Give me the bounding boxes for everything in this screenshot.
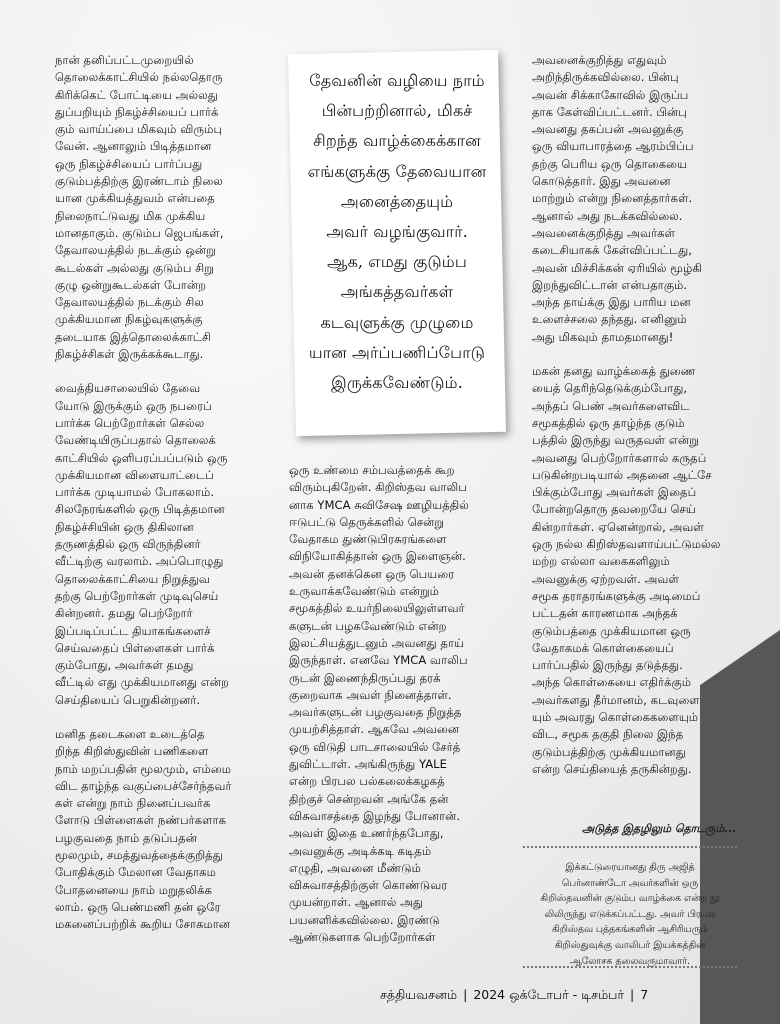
text-line: அந்த கொள்கையை எதிர்க்கும்: [532, 675, 692, 690]
text-line: அவனைக்குறித்து எதுவும்: [532, 53, 667, 67]
text-line: மாற்றும் என்று நினைத்தார்கள்.: [532, 191, 693, 206]
text-line: திற்குச் சென்றவன் அங்கே தன்: [289, 791, 449, 806]
paragraph: [55, 52, 270, 363]
text-line: கின்றார்கள். ஏனென்றால், அவள்: [532, 519, 704, 534]
footer-separator: |: [463, 987, 468, 1002]
text-line: போதனையை நாம் மறுதலிக்க: [55, 882, 213, 897]
text-line: யான அர்ப்பணிப்போடு: [308, 342, 486, 362]
text-line: பார்க்க பெற்றோர்கள் செல்ல: [55, 415, 205, 430]
text-line: அவன் மிச்சிக்கன் ஏரியில் மூழ்கி: [532, 260, 702, 275]
text-line: வீட்டில் எது முக்கியமானது என்ற: [55, 675, 229, 690]
text-line: விநியோகித்தான் ஒரு இளைஞன்.: [289, 549, 466, 564]
text-line: குடும்பத்திற்கு முக்கியமானது: [532, 744, 686, 759]
text-line: லாம். ஒரு பெண்மணி தன் ஒரே: [55, 899, 221, 914]
text-line: துவிட்டாள். அங்கிருந்து YALE: [289, 757, 447, 772]
text-line: அவனது தகப்பன் அவனுக்கு: [532, 122, 684, 137]
text-line: அவனுக்கு ஏற்றவள். அவள்: [532, 571, 679, 586]
text-line: அவன் சிக்காகோவில் இருப்ப: [532, 87, 689, 102]
text-line: பத்தில் இருந்து வருதவள் என்று: [532, 433, 699, 448]
text-line: இருக்கவேண்டும்.: [331, 373, 463, 393]
text-line: அவர்களது தீர்மானம், கடவுளை: [532, 692, 700, 707]
text-line: மற்ற எல்லா வகைகளிலும்: [532, 554, 670, 569]
text-line: தற்கு பெரிய ஒரு தொகையை: [532, 156, 688, 171]
text-line: தொலைக்காட்சியை நிறுத்துவ: [55, 571, 211, 586]
text-line: வேதாகமக் கொள்கையைப்: [532, 640, 674, 655]
footer-separator: |: [629, 987, 635, 1002]
text-line: பிக்கும்போது அவர்கள் இதைப்: [532, 485, 697, 500]
text-line: ளோடு பிள்ளைகள் நண்பர்களாக: [55, 813, 227, 828]
text-line: ருடன் இணைந்திருப்பது தரக்: [289, 670, 441, 685]
text-line: பார்க்க முடியாமல் போகலாம்.: [55, 485, 215, 500]
text-line: கிறிஸ்தவனின் குடும்ப வாழ்க்கை என்ற நூ: [540, 893, 720, 905]
text-line: களுடன் பழகவேண்டும் என்ற: [289, 618, 447, 633]
text-line: பார்ப்பதில் இருந்து தடுத்தது.: [532, 658, 683, 673]
text-line: அறிந்திருக்கவில்லை. பின்பு: [532, 70, 679, 85]
text-line: அவனைக்குறித்து அவர்கள்: [532, 225, 676, 240]
text-line: னாக YMCA சுவிசேஷ ஊழியத்தில்: [289, 497, 469, 512]
text-line: அவர் வழங்குவார்.: [326, 222, 468, 242]
text-line: ஒரு நல்ல கிறிஸ்தவளாய்பட்டுமல்ல: [532, 537, 721, 552]
text-line: உருவாக்கவேண்டும் என்றும்: [289, 584, 439, 599]
text-line: வேதாகம துண்டுபிரசுரங்களை: [289, 532, 447, 547]
text-line: கள் என்று நாம் நினைப்பவர்க: [55, 796, 211, 811]
continued-note: அடுத்த இதழிலும் தொடரும்...: [582, 822, 737, 835]
text-line: துப்பறியும் நிகழ்ச்சியைப் பார்க்: [55, 104, 219, 119]
text-line: பயனளிக்கவில்லை. இரண்டு: [289, 912, 440, 927]
text-line: யான முக்கியத்துவம் என்பதை: [55, 191, 215, 206]
text-line: கிறிஸ்தவ புத்தகங்களின் ஆசிரியரும்: [552, 924, 708, 936]
text-line: குறைவாக அவள் நினைத்தாள்.: [289, 687, 452, 702]
paragraph: [532, 363, 732, 778]
text-line: தேவாலயத்தில் நடக்கும் ஒன்று: [55, 243, 216, 258]
text-line: இலட்சியத்துடனும் அவனது தாய்: [289, 635, 464, 650]
text-line: இக்கட்டுரையானது திரு அஜித்: [565, 862, 695, 873]
issue-date: 2024 ஒக்டோபர் - டிசம்பர்: [473, 987, 624, 1002]
text-line: நாம் மறப்பதின் மூலமும், எம்மை: [55, 761, 232, 776]
text-line: நிலைநாட்டுவது மிக முக்கிய: [55, 208, 206, 223]
text-line: ஆனால் அது நடக்கவில்லை.: [532, 208, 683, 223]
text-line: அந்தப் பெண் அவர்களைவிட: [532, 398, 690, 413]
text-line: அனைத்தையும்: [340, 191, 454, 211]
text-line: செய்தியைப் பெறுகின்றனர்.: [55, 692, 201, 707]
text-line: கொடுத்தார். இது அவனை: [532, 174, 671, 189]
left-column: [55, 52, 270, 951]
text-line: சமூக தராதரங்களுக்கு அடிமைப்: [532, 588, 701, 603]
text-line: வேண்டியிருப்பதால் தொலைக்: [55, 433, 216, 448]
text-line: எங்களுக்கு தேவையான: [307, 161, 487, 181]
text-line: போன்றதொரு தவறையே செய்: [532, 502, 696, 517]
text-line: விசுவாசத்திற்குள் கொண்டுவர: [289, 878, 448, 893]
paragraph: [55, 726, 270, 934]
text-line: நிகழ்ச்சியின் ஒரு திகிலான: [55, 519, 194, 534]
author-note: [523, 860, 737, 969]
text-line: காட்சியில் ஒளிபரப்பப்படும் ஒரு: [55, 450, 228, 465]
text-line: பெர்னாண்டோ அவர்களின் ஒரு: [561, 877, 699, 889]
text-line: சிலநேரங்களில் ஒரு பிடித்தமான: [55, 502, 225, 517]
text-line: ஒரு வியாபாரத்தை ஆரம்பிப்ப: [532, 139, 694, 154]
text-line: சமூகத்தில் ஒரு தாழ்ந்த குடும்: [532, 415, 685, 430]
text-line: போதிக்கும் மேலான வேதாகம: [55, 865, 216, 880]
text-line: முயன்றாள். ஆனால் அது: [289, 895, 424, 910]
text-line: லிலிருந்து எடுக்கப்பட்டது. அவர் பிரபல: [544, 908, 716, 920]
text-line: உளைச்சலை தந்தது. எனினும்: [532, 312, 687, 327]
text-line: எழுதி, அவனை மீண்டும்: [289, 860, 421, 875]
text-line: தேவனின் வழியை நாம்: [309, 71, 485, 90]
text-line: கிரிக்கெட் போட்டியை அல்லது: [55, 87, 218, 102]
text-line: கடைசியாகக் கேள்விப்பட்டது,: [532, 243, 692, 258]
text-line: கும்போது, அவர்கள் தமது: [55, 658, 194, 673]
text-line: அந்த தாய்க்கு இது பாரிய மன: [532, 295, 691, 310]
text-line: முக்கியமான விளையாட்டைப்: [55, 467, 214, 482]
text-line: ஆலோசக தலைவருமாவார்.: [570, 955, 690, 967]
text-line: சமூகத்தில் உயர்நிலையிலுள்ளவர்: [289, 601, 465, 616]
text-line: தேவாலயத்தில் நடக்கும் சில: [55, 295, 204, 310]
text-line: நான் தனிப்பட்டமுறையில்: [55, 53, 194, 67]
text-line: தாக கேள்விப்பட்டனர். பின்பு: [532, 104, 687, 119]
text-line: அவர்களுடன் பழகுவதை நிறுத்த: [289, 705, 462, 720]
text-line: குடும்பத்தை முக்கியமான ஒரு: [532, 623, 691, 638]
text-line: விரும்புகிறேன். கிறிஸ்தவ வாலிப: [289, 480, 467, 495]
text-line: தற்கு பெற்றோர்கள் முடிவுசெய்: [55, 588, 219, 603]
text-line: முயற்சித்தாள். ஆகவே அவனை: [289, 722, 460, 737]
text-line: நிகழ்ச்சிகள் இருக்கக்கூடாது.: [55, 347, 204, 362]
text-line: யும் அவரது கொள்கைகளையும்: [532, 709, 699, 724]
text-line: ஒரு விடுதி பாடசாலையில் சேர்த்: [289, 739, 461, 754]
text-line: அவள் இதை உணர்ந்தபோது,: [289, 826, 444, 841]
text-line: விட தாழ்ந்த வகுப்பைச்சேர்ந்தவர்: [55, 778, 232, 793]
text-line: ஆண்டுகளாக பெற்றோர்கள்: [289, 930, 436, 945]
text-line: அவனது பெற்றோர்களால் கருதப்: [532, 450, 707, 465]
right-column: [532, 52, 732, 795]
text-line: இறந்துவிட்டான் என்பதாகும்.: [532, 277, 688, 292]
text-line: செய்வதைப் பிள்ளைகள் பார்க்: [55, 640, 215, 655]
text-line: கூடல்கள் அல்லது குடும்ப சிறு: [55, 260, 214, 275]
text-line: பழகுவதை நாம் தடுப்பதன்: [55, 830, 197, 845]
text-line: ஒரு உண்மை சம்பவத்தைக் கூற: [289, 463, 455, 477]
text-line: றிந்த கிறிஸ்துவின் பணிகளை: [55, 744, 209, 759]
text-line: கின்றனர். தமது பெற்றோர்: [55, 606, 193, 621]
paragraph: [289, 462, 504, 946]
text-line: வேன். ஆனாலும் பிடித்தமான: [55, 139, 212, 154]
middle-column: [289, 462, 504, 963]
text-line: விசுவாசத்தை இழந்து போனான்.: [289, 808, 461, 823]
text-line: அவனுக்கு அடிக்கடி கடிதம்: [289, 843, 432, 858]
text-line: முக்கியமான நிகழ்வுகளுக்கு: [55, 312, 203, 327]
paragraph: [55, 380, 270, 709]
text-line: ஈடுபட்டு தெருக்களில் சென்று: [289, 514, 445, 529]
text-line: கிறிஸ்துவுக்கு வாலிபர் இயக்கத்தின்: [554, 939, 706, 951]
text-line: என்ற பிரபல பல்கலைக்கழகத்: [289, 774, 445, 789]
text-line: தொலைக்காட்சியில் நல்லதொரு: [55, 70, 223, 85]
text-line: இப்படிப்பட்ட தியாகங்களைச்: [55, 623, 211, 638]
magazine-name: சத்தியவசனம்: [380, 987, 458, 1002]
text-line: மானதாகும். குடும்ப ஜெபங்கள்,: [55, 225, 224, 240]
text-line: மூலமும், சமத்துவத்தைக்குறித்து: [55, 848, 223, 863]
text-line: அது மிகவும் தாமதமானது!: [532, 329, 674, 344]
text-line: வைத்தியசாலையில் தேவை: [55, 381, 201, 396]
text-line: அவன் தனக்கென ஒரு பெயரை: [289, 566, 455, 581]
page-number: 7: [640, 987, 649, 1002]
text-line: படுகின்றபடியால் அதனை ஆட்சே: [532, 467, 712, 482]
text-line: என்ற செய்தியைத் தருகின்றது.: [532, 761, 692, 776]
page-footer: [380, 987, 648, 1004]
text-line: மகன் தனது வாழ்க்கைத் துணை: [532, 364, 696, 379]
text-line: கும் வாய்ப்பை மிகவும் விரும்பு: [55, 122, 223, 137]
text-line: ஒரு நிகழ்ச்சியைப் பார்ப்பது: [55, 156, 203, 171]
text-line: மனித தடைகளை உடைத்தெ: [55, 726, 205, 741]
text-line: விட, சமூக தகுதி நிலை இந்த: [532, 727, 684, 742]
text-line: குழு ஒன்றுகூடல்கள் போன்ற: [55, 277, 207, 292]
text-line: தடையாக இத்தொலைக்காட்சி: [55, 329, 212, 344]
text-line: குடும்பத்திற்கு இரண்டாம் நிலை: [55, 174, 223, 189]
text-line: பின்பற்றினால், மிகச்: [321, 101, 473, 121]
text-line: யோடு இருக்கும் ஒரு நபரைப்: [55, 398, 212, 413]
text-line: யைத் தெரிந்தெடுக்கும்போது,: [532, 381, 688, 396]
text-line: சிறந்த வாழ்க்கைக்கான: [313, 131, 481, 151]
text-line: அங்கத்தவர்கள்: [340, 282, 454, 302]
text-line: கடவுளுக்கு முழுமை: [320, 312, 474, 332]
text-line: மகனைப்பற்றிக் கூறிய சோகமான: [55, 917, 231, 932]
text-line: ஆக, எமது குடும்ப: [327, 252, 467, 272]
text-line: வீட்டிற்கு வரலாம். அப்பொழுது: [55, 554, 224, 569]
text-line: பட்டதன் காரணமாக அந்தக்: [532, 606, 678, 621]
pull-quote: [292, 66, 502, 398]
text-line: தருணத்தில் ஒரு விருந்தினர்: [55, 537, 201, 552]
text-line: இருந்தாள். எனவே YMCA வாலிப: [289, 653, 468, 668]
paragraph: [532, 52, 732, 346]
